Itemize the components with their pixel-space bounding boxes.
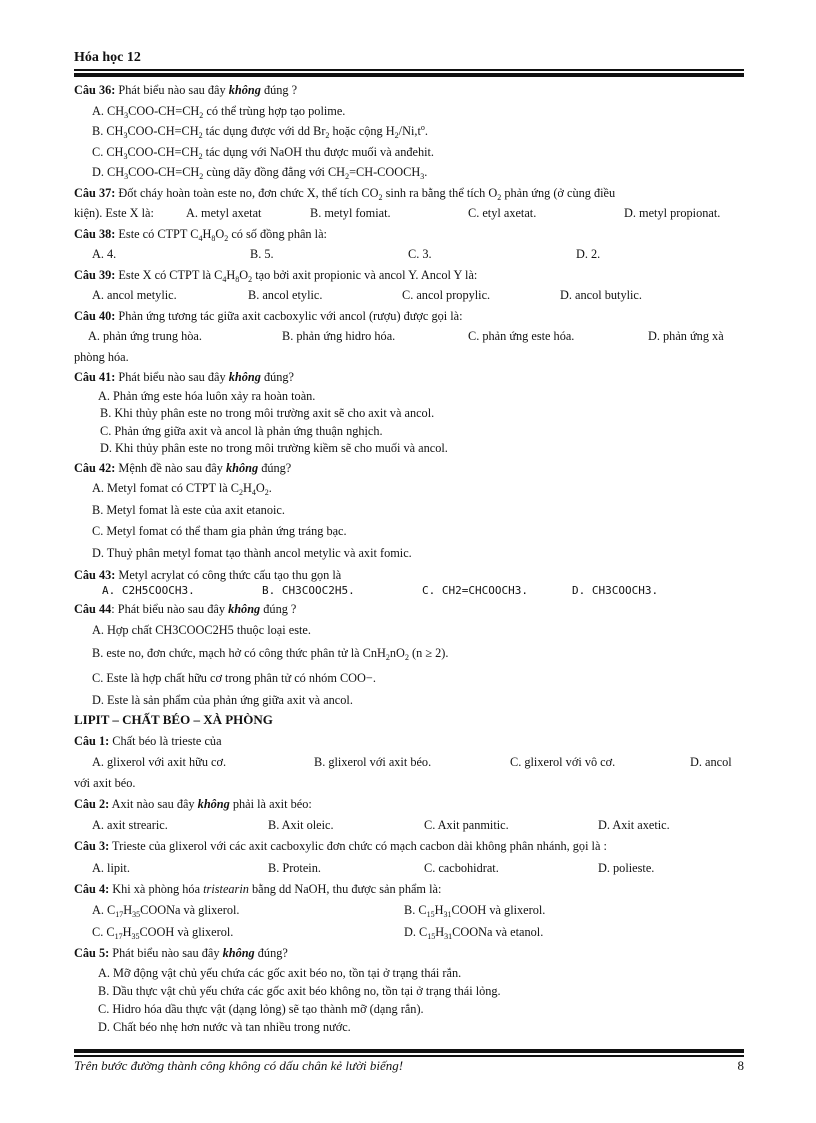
header-rule-thick	[74, 73, 744, 77]
q43-option-a: A. C2H5COOCH3.	[102, 584, 195, 597]
q40-options	[74, 326, 744, 347]
q37-option-a: A. metyl axetat	[186, 206, 262, 220]
q41-option-a: A. Phản ứng este hóa luôn xảy ra hoàn toàn.	[98, 388, 316, 403]
l2-option-b: B. Axit oleic.	[268, 818, 334, 832]
q37-option-c: C. etyl axetat.	[468, 206, 537, 220]
question-37: Câu 37: Đốt cháy hoàn toàn este no, đơn chức X, thể tích $CO_2$ sinh ra bằng thể tích $O_2$ phản ứng (ở cùng điều	[74, 185, 616, 202]
q44-option-d: D. Este là sản phẩm của phản ứng giữa axit và ancol.	[92, 693, 353, 707]
question-38: Câu 38: Este có CTPT $C_4H_8O_2$ có số đồng phân là:	[74, 226, 327, 243]
q38-options	[74, 244, 744, 265]
l1-option-a: A. glixerol với axit hữu cơ.	[92, 755, 227, 769]
question-39: Câu 39: Este X có CTPT là $C_4H_8O_2$ tạo bởi axit propionic và ancol Y. Ancol Y là:	[74, 267, 478, 284]
question-36: Câu 36: Phát biểu nào sau đây không đúng ?	[74, 83, 298, 97]
header-title: Hóa học 12	[74, 50, 141, 65]
question-41: Câu 41: Phát biểu nào sau đây không đúng?	[74, 370, 294, 384]
l1-option-b: B. glixerol với axit béo.	[314, 755, 432, 769]
section-title: LIPIT – CHẤT BÉO – XÀ PHÒNG	[74, 712, 273, 727]
q37-option-d: D. metyl propionat.	[624, 206, 721, 220]
l2-option-a: A. axit strearic.	[92, 818, 168, 832]
l4-options-row2	[74, 921, 744, 943]
l1-option-d: D. ancol	[690, 755, 732, 769]
footer-rule-thick	[74, 1049, 744, 1053]
header-rule-thin	[74, 69, 744, 71]
page-number: 8	[737, 1058, 744, 1073]
q36-option-b: B. $CH_3COO-CH=CH_2$ tác dụng được với dd $Br_2$ hoặc cộng $H_2/Ni,t^o$.	[92, 122, 428, 140]
l3-option-c: C. cacbohidrat.	[424, 860, 499, 875]
q42-option-c: C. Metyl fomat có thể tham gia phản ứng tráng bạc.	[92, 524, 347, 538]
q44-option-c: C. Este là hợp chất hữu cơ trong phân tử có nhóm COO−.	[92, 671, 376, 685]
q40-option-d: D. phản ứng xà	[648, 329, 724, 343]
q39-option-d: D. ancol butylic.	[560, 288, 642, 302]
l5-option-b: B. Dầu thực vật chủ yếu chứa các gốc axit béo không no, tồn tại ở trạng thái lỏng.	[98, 983, 501, 998]
footer-motto: Trên bước đường thành công không có dấu chân kẻ lười biếng!	[74, 1058, 404, 1073]
l1-option-c: C. glixerol với vô cơ.	[510, 755, 616, 769]
q43-options	[74, 583, 744, 599]
q41-option-d: D. Khi thủy phân este no trong môi trường kiềm sẽ cho muối và ancol.	[100, 441, 448, 455]
question-40: Câu 40: Phản ứng tương tác giữa axit cacboxylic với ancol (rượu) được gọi là:	[74, 308, 463, 323]
q37-options: kiện). Este X là: A. metyl axetat B. metyl fomiat. C. etyl axetat. D. metyl propionat.	[74, 203, 744, 224]
q37-option-b: B. metyl fomiat.	[310, 206, 391, 220]
l5-option-a: A. Mỡ động vật chủ yếu chứa các gốc axit béo no, tồn tại ở trạng thái rắn.	[98, 965, 462, 980]
l5-option-c: C. Hidro hóa dầu thực vật (dạng lỏng) sẽ tạo thành mỡ (dạng rắn).	[98, 1001, 424, 1016]
question-43: Câu 43: Metyl acrylat có công thức cấu tạo thu gọn là	[74, 568, 342, 582]
q39-option-c: C. ancol propylic.	[402, 288, 491, 302]
l4-option-d: D. $C_{15}H_{31}COONa$ và etanol.	[404, 925, 544, 941]
l4-options-row1	[74, 899, 744, 921]
q43-option-b: B. CH3COOC2H5.	[262, 584, 355, 597]
l3-option-d: D. polieste.	[598, 860, 655, 875]
l2-option-c: C. Axit panmitic.	[424, 818, 509, 832]
q44-option-a: A. Hợp chất CH3COOC2H5 thuộc loại este.	[92, 622, 311, 637]
q43-option-c: C. CH2=CHCOOCH3.	[422, 584, 528, 597]
q41-option-c: C. Phản ứng giữa axit và ancol là phản ứng thuận nghịch.	[100, 423, 383, 438]
q42-option-d: D. Thuỷ phân metyl fomat tạo thành ancol metylic và axit fomic.	[92, 545, 412, 560]
l3-option-a: A. lipit.	[92, 860, 130, 875]
l4-option-c: C. $C_{17}H_{35}COOH$ và glixerol.	[92, 925, 234, 941]
l4-option-b: B. $C_{15}H_{31}COOH$ và glixerol.	[404, 903, 546, 919]
question-42: Câu 42: Mệnh đề nào sau đây không đúng?	[74, 460, 292, 475]
q44-option-b: B. este no, đơn chức, mạch hở có công thức phân tử là $CnH_2nO_2$ (n ≥ 2).	[92, 646, 449, 662]
q42-option-b: B. Metyl fomat là este của axit etanoic.	[92, 502, 285, 517]
q40-option-d-cont: phòng hóa.	[74, 349, 129, 364]
q39-option-a: A. ancol metylic.	[92, 288, 177, 302]
q41-option-b: B. Khi thủy phân este no trong môi trường axit sẽ cho axit và ancol.	[100, 406, 435, 420]
q40-option-c: C. phản ứng este hóa.	[468, 329, 575, 343]
lipit-question-3: Câu 3: Trieste của glixerol với các axit cacboxylic đơn chức có mạch cacbon dài không phân nhánh, gọi là :	[74, 839, 607, 853]
lipit-question-2: Câu 2: Axit nào sau đây không phải là axit béo:	[74, 796, 312, 811]
q38-option-a: A. 4.	[92, 247, 117, 261]
q40-option-b: B. phản ứng hidro hóa.	[282, 329, 396, 343]
lipit-question-1: Câu 1: Chất béo là trieste của	[74, 733, 222, 748]
q36-option-c: C. $CH_3COO-CH=CH_2$ tác dụng với NaOH thu được muối và anđehit.	[92, 144, 435, 161]
l3-option-b: B. Protein.	[268, 860, 321, 875]
question-44: Câu 44: Phát biểu nào sau đây không đúng ?	[74, 602, 297, 616]
q36-option-d: D. $CH_3COO-CH=CH_2$ cùng dãy đồng đẳng với $CH_2=CH-COOCH_3$.	[92, 165, 428, 181]
q39-options	[74, 285, 744, 306]
lipit-question-4: Câu 4: Khi xà phòng hóa tristearin bằng dd NaOH, thu được sản phẩm là:	[74, 881, 442, 896]
l5-option-d: D. Chất béo nhẹ hơn nước và tan nhiều trong nước.	[98, 1019, 351, 1034]
q38-option-b: B. 5.	[250, 247, 274, 261]
q43-option-d: D. CH3COOCH3.	[572, 584, 659, 597]
l3-options	[74, 857, 744, 879]
question-list	[74, 80, 744, 1036]
l1-options	[74, 751, 744, 773]
q36-option-a: A. $CH_3COO-CH=CH_2$ có thể trùng hợp tạo polime.	[92, 103, 346, 120]
l1-option-d-cont: với axit béo.	[74, 776, 136, 790]
q39-option-b: B. ancol etylic.	[248, 288, 323, 302]
q38-option-c: C. 3.	[408, 247, 432, 261]
q38-option-d: D. 2.	[576, 247, 601, 261]
q42-option-a: A. Metyl fomat có CTPT là $C_2H_4O_2$.	[92, 481, 272, 497]
q40-option-a: A. phản ứng trung hòa.	[88, 329, 202, 343]
lipit-question-5: Câu 5: Phát biểu nào sau đây không đúng?	[74, 946, 288, 960]
l2-options	[74, 814, 744, 836]
footer-rule-thin	[74, 1055, 744, 1057]
l2-option-d: D. Axit axetic.	[598, 818, 670, 832]
l4-option-a: A. $C_{17}H_{35}COONa$ và glixerol.	[92, 903, 240, 919]
